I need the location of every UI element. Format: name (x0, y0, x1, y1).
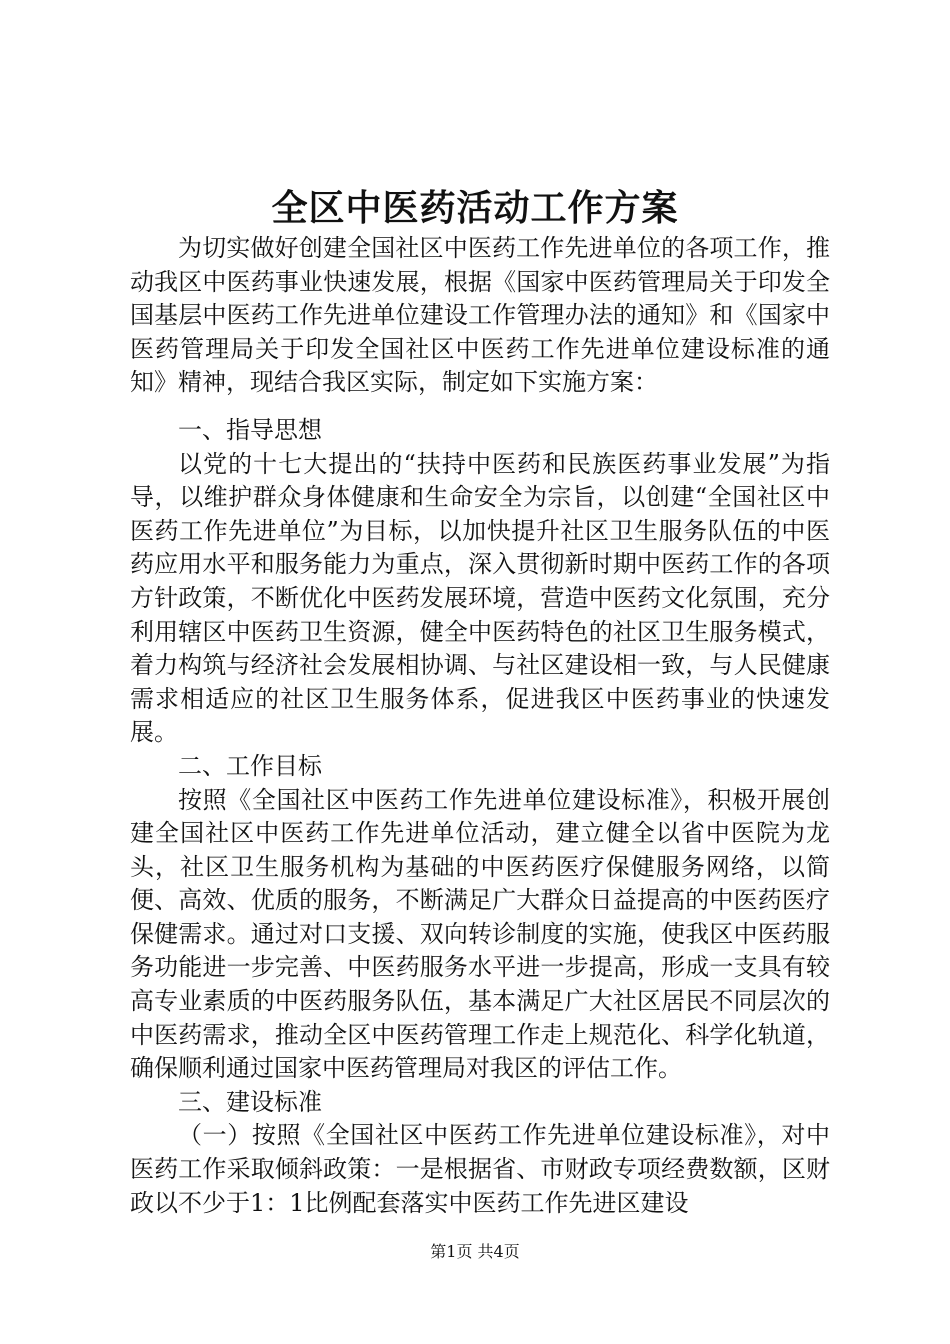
section-body-construction-standards: （一）按照《全国社区中医药工作先进单位建设标准》，对中医药工作采取倾斜政策：一是根据省、市财政专项经费数额，区财政以不少于1：1比例配套落实中医药工作先进区建设 (130, 1121, 830, 1217)
document-title: 全区中医药活动工作方案 (271, 187, 679, 229)
section-body-work-goals: 按照《全国社区中医药工作先进单位建设标准》，积极开展创建全国社区中医药工作先进单位活动，建立健全以省中医院为龙头，社区卫生服务机构为基础的中医药医疗保健服务网络，以简便、高效、优质的服务，不断满足广大群众日益提高的中医药医疗保健需求。通过对口支援、双向转诊制度的实施，使我区中医药服务功能进一步完善、中医药服务水平进一步提高，形成一支具有较高专业素质的中医药服务队伍，基本满足广大社区居民不同层次的中医药需求，推动全区中医药管理工作走上规范化、科学化轨道，确保顺利通过国家中医药管理局对我区的评估工作。 (130, 785, 830, 1083)
section-body-guiding-ideology: 以党的十七大提出的“扶持中医药和民族医药事业发展”为指导，以维护群众身体健康和生命安全为宗旨，以创建“全国社区中医药工作先进单位”为目标，以加快提升社区卫生服务队伍的中医药应用水平和服务能力为重点，深入贯彻新时期中医药工作的各项方针政策，不断优化中医药发展环境，营造中医药文化氛围，充分利用辖区中医药卫生资源，健全中医药特色的社区卫生服务模式，着力构筑与经济社会发展相协调、与社区建设相一致，与人民健康需求相适应的社区卫生服务体系，促进我区中医药事业的快速发展。 (130, 449, 830, 747)
paragraph-gap (130, 400, 830, 414)
intro-paragraph: 为切实做好创建全国社区中医药工作先进单位的各项工作，推动我区中医药事业快速发展，根据《国家中医药管理局关于印发全国基层中医药工作先进单位建设工作管理办法的通知》和《国家中医药管理局关于印发全国社区中医药工作先进单位建设标准的通知》精神，现结合我区实际，制定如下实施方案： (130, 234, 830, 397)
section-heading-construction-standards: 三、建设标准 (178, 1087, 322, 1116)
section-heading-guiding-ideology: 一、指导思想 (178, 415, 322, 444)
section-heading-work-goals: 二、工作目标 (178, 751, 322, 780)
page-footer: 第1页 共4页 (430, 1242, 520, 1261)
document-body (130, 232, 830, 1220)
